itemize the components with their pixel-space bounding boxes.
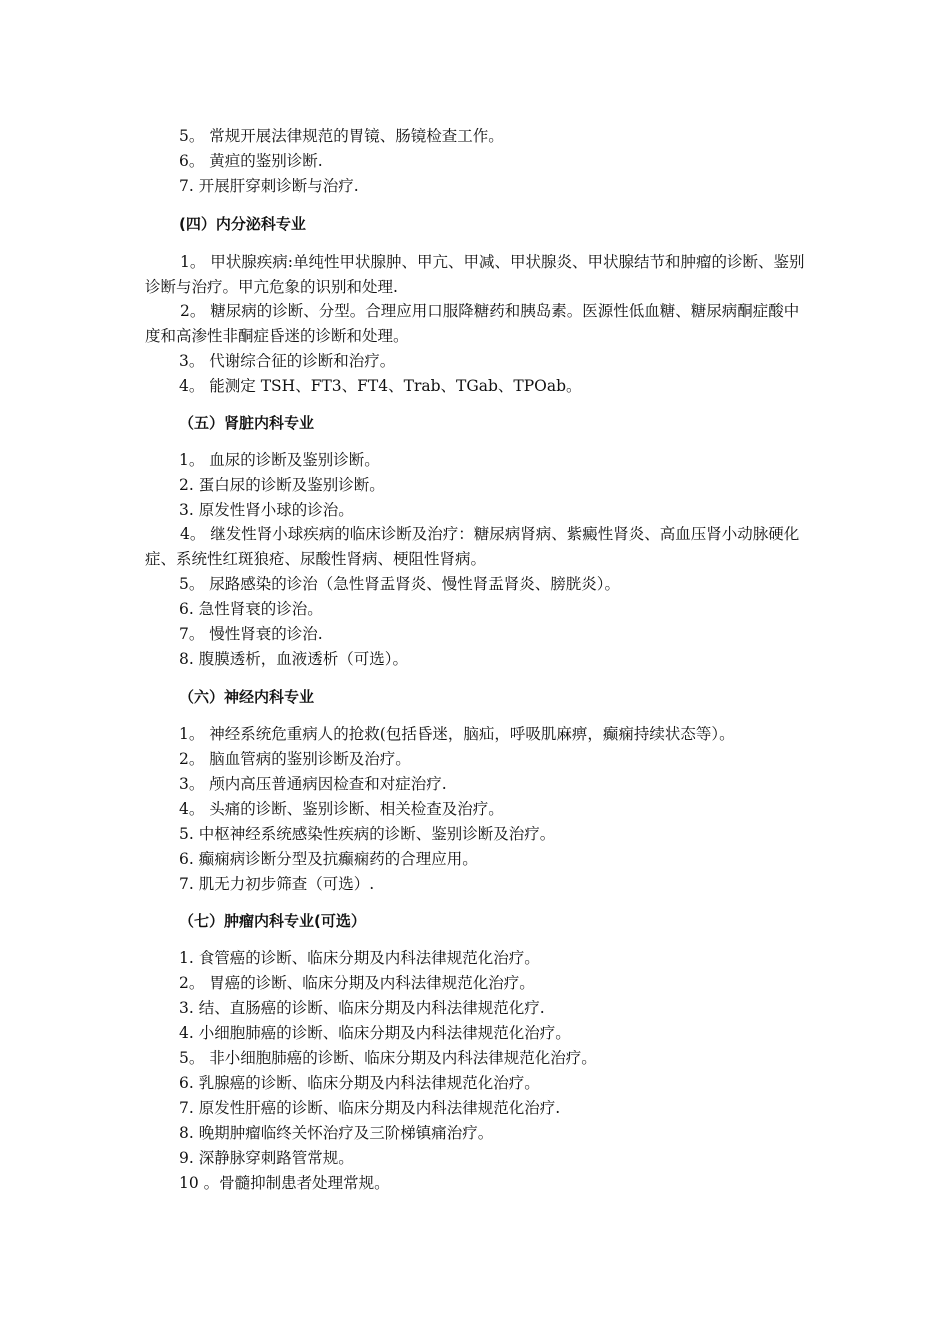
section-heading: （五）肾脏内科专业 — [179, 414, 315, 432]
list-item: 3。 代谢综合征的诊断和治疗。 — [179, 352, 396, 370]
section-heading: （六）神经内科专业 — [179, 688, 315, 706]
list-item: 6. 乳腺癌的诊断、临床分期及内科法律规范化治疗。 — [179, 1074, 540, 1092]
list-item: 2. 蛋白尿的诊断及鉴别诊断。 — [179, 476, 385, 494]
list-item: 9. 深静脉穿刺路管常规。 — [179, 1149, 354, 1167]
section-heading: （七）肿瘤内科专业(可选） — [179, 912, 366, 930]
list-item: 4. 小细胞肺癌的诊断、临床分期及内科法律规范化治疗。 — [179, 1024, 571, 1042]
list-item: 5。 非小细胞肺癌的诊断、临床分期及内科法律规范化治疗。 — [179, 1049, 597, 1067]
list-item: 5. 中枢神经系统感染性疾病的诊断、鉴别诊断及治疗。 — [179, 825, 556, 843]
list-item: 8. 晚期肿瘤临终关怀治疗及三阶梯镇痛治疗。 — [179, 1124, 494, 1142]
list-item: 2。 糖尿病的诊断、分型。合理应用口服降糖药和胰岛素。医源性低血糖、糖尿病酮症酸中度和高渗性非酮症昏迷的诊断和处理。 — [145, 302, 800, 345]
list-item: 1。 神经系统危重病人的抢救(包括昏迷，脑疝，呼吸肌麻痹，癫痫持续状态等）。 — [179, 725, 735, 743]
list-item: 7. 肌无力初步筛查（可选）. — [179, 875, 375, 893]
list-item: 6. 急性肾衰的诊治。 — [179, 600, 323, 618]
section-heading: (四）内分泌科专业 — [179, 215, 306, 233]
list-item: 7. 开展肝穿刺诊断与治疗. — [179, 177, 359, 195]
list-item: 7. 原发性肝癌的诊断、临床分期及内科法律规范化治疗. — [179, 1099, 561, 1117]
list-item: 3. 结、直肠癌的诊断、临床分期及内科法律规范化疗. — [179, 999, 545, 1017]
list-item: 10 。骨髓抑制患者处理常规。 — [179, 1174, 390, 1192]
list-item: 6. 癫痫病诊断分型及抗癫痫药的合理应用。 — [179, 850, 478, 868]
list-item: 7。 慢性肾衰的诊治. — [179, 625, 323, 643]
list-item: 4。 继发性肾小球疾病的临床诊断及治疗：糖尿病肾病、紫癜性肾炎、高血压肾小动脉硬化症、系统性红斑狼疮、尿酸性肾病、梗阻性肾病。 — [145, 525, 800, 568]
list-item: 2。 胃癌的诊断、临床分期及内科法律规范化治疗。 — [179, 974, 535, 992]
list-item: 1. 食管癌的诊断、临床分期及内科法律规范化治疗。 — [179, 949, 540, 967]
list-item: 5。 常规开展法律规范的胃镜、肠镜检查工作。 — [179, 127, 504, 145]
list-item: 6。 黄疸的鉴别诊断. — [179, 152, 323, 170]
list-item: 4。 头痛的诊断、鉴别诊断、相关检查及治疗。 — [179, 800, 504, 818]
list-item: 3。 颅内高压普通病因检查和对症治疗. — [179, 775, 447, 793]
list-item: 1。 甲状腺疾病:单纯性甲状腺肿、甲亢、甲减、甲状腺炎、甲状腺结节和肿瘤的诊断、鉴别诊断与治疗。甲亢危象的识别和处理. — [145, 253, 805, 296]
list-item: 5。 尿路感染的诊治（急性肾盂肾炎、慢性肾盂肾炎、膀胱炎）。 — [179, 575, 621, 593]
list-item: 4。 能测定 TSH、FT3、FT4、Trab、TGab、TPOab。 — [179, 377, 582, 395]
list-item: 8. 腹膜透析，血液透析（可选）。 — [179, 650, 408, 668]
list-item: 3. 原发性肾小球的诊治。 — [179, 501, 354, 519]
list-item: 1。 血尿的诊断及鉴别诊断。 — [179, 451, 380, 469]
list-item: 2。 脑血管病的鉴别诊断及治疗。 — [179, 750, 411, 768]
